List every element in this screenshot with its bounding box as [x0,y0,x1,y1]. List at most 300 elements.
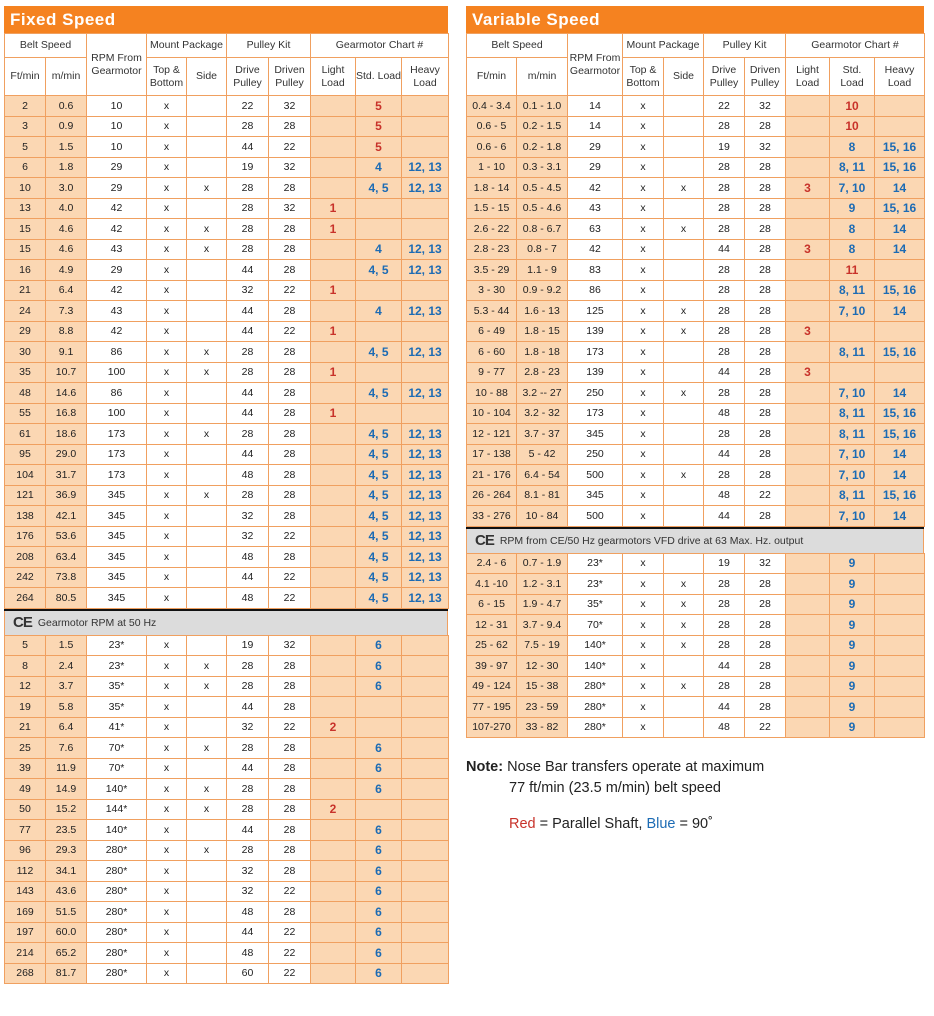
variable-heavy-load-cell: 14 [875,239,925,260]
fixed-rpm-cell: 173 [87,444,147,465]
fixed-ce-ftmin-cell: 268 [5,963,46,984]
fixed-ftmin-cell: 242 [5,567,46,588]
variable-side-cell: x [664,178,704,199]
variable-top-bottom-cell: x [623,485,664,506]
fixed-ce-top-bottom-cell: x [147,820,187,841]
variable-heavy-load-cell: 15, 16 [875,137,925,158]
variable-side-cell [664,198,704,219]
fixed-ce-top-bottom-cell: x [147,943,187,964]
variable-heavy-load-cell: 14 [875,301,925,322]
fixed-drive-pulley-cell: 44 [227,567,269,588]
fixed-ftmin-cell: 15 [5,219,46,240]
variable-ce-side-cell: x [664,676,704,697]
variable-ftmin-cell: 1.8 - 14 [467,178,517,199]
fixed-light-load-cell: 1 [311,403,356,424]
fixed-ce-driven-pulley-cell: 28 [269,697,311,718]
variable-table-row [467,157,925,178]
variable-side-cell [664,424,704,445]
fixed-driven-pulley-cell: 28 [269,342,311,363]
fixed-top-bottom-cell: x [147,239,187,260]
fixed-driven-pulley-cell: 28 [269,178,311,199]
fixed-driven-pulley-cell: 28 [269,260,311,281]
variable-light-load-cell [786,219,830,240]
variable-top-bottom-cell: x [623,465,664,486]
fixed-ce-std-load-cell [356,697,402,718]
fixed-heavy-load-cell [402,321,449,342]
fixed-ce-ftmin-cell: 21 [5,717,46,738]
variable-drive-pulley-cell: 28 [704,219,745,240]
fixed-driven-pulley-cell: 28 [269,403,311,424]
variable-ftmin-cell: 5.3 - 44 [467,301,517,322]
fixed-ce-ftmin-cell: 112 [5,861,46,882]
fixed-light-load-cell [311,96,356,117]
variable-ce-table [466,553,925,739]
fixed-table-row [5,465,449,486]
fixed-side-cell: x [187,424,227,445]
fixed-mmin-cell: 10.7 [46,362,87,383]
variable-top-bottom-cell: x [623,321,664,342]
fixed-rpm-cell: 173 [87,465,147,486]
variable-ce-ftmin-cell: 4.1 -10 [467,574,517,595]
fixed-rpm-cell: 10 [87,137,147,158]
fixed-ce-light-load-cell [311,697,356,718]
fixed-ce-std-load-cell: 6 [356,779,402,800]
variable-top-bottom-cell: x [623,157,664,178]
fixed-ce-heavy-load-cell [402,676,449,697]
fixed-drive-pulley-cell: 28 [227,362,269,383]
variable-ftmin-cell: 12 - 121 [467,424,517,445]
fixed-rpm-cell: 29 [87,178,147,199]
variable-ce-heavy-load-cell [875,676,925,697]
variable-std-load-cell: 7, 10 [830,506,875,527]
variable-light-load-cell [786,260,830,281]
fixed-driven-pulley-cell: 22 [269,588,311,609]
fixed-ce-std-load-cell: 6 [356,758,402,779]
fixed-ce-ftmin-cell: 5 [5,635,46,656]
fixed-rpm-cell: 345 [87,588,147,609]
variable-rpm-cell: 29 [568,157,623,178]
fixed-top-bottom-cell: x [147,96,187,117]
fixed-table-row [5,137,449,158]
fixed-ce-side-cell [187,697,227,718]
variable-ce-drive-pulley-cell: 19 [704,553,745,574]
fixed-mmin-cell: 7.3 [46,301,87,322]
fixed-ftmin-cell: 104 [5,465,46,486]
fixed-ce-std-load-cell: 6 [356,656,402,677]
fixed-std-load-cell: 4 [356,239,402,260]
variable-ce-drive-pulley-cell: 28 [704,635,745,656]
fixed-side-cell [187,567,227,588]
fixed-rpm-cell: 42 [87,219,147,240]
variable-table-row [467,342,925,363]
fixed-ce-side-cell [187,963,227,984]
variable-rpm-cell: 63 [568,219,623,240]
fixed-ce-top-bottom-cell: x [147,717,187,738]
fixed-driven-pulley-cell: 28 [269,465,311,486]
fixed-ftmin-cell: 2 [5,96,46,117]
fixed-ce-drive-pulley-cell: 28 [227,799,269,820]
fixed-ftmin-cell: 13 [5,198,46,219]
fixed-mmin-cell: 4.9 [46,260,87,281]
fixed-rpm-cell: 42 [87,198,147,219]
variable-ce-heavy-load-cell [875,697,925,718]
variable-ce-table-row [467,676,925,697]
variable-top-bottom-cell: x [623,219,664,240]
variable-side-cell [664,96,704,117]
fixed-ftmin-cell: 138 [5,506,46,527]
fixed-ce-drive-pulley-cell: 32 [227,861,269,882]
fixed-rpm-cell: 10 [87,96,147,117]
variable-mmin-cell: 0.2 - 1.8 [517,137,568,158]
fixed-ce-light-load-cell [311,963,356,984]
variable-table-row [467,198,925,219]
variable-light-load-cell [786,383,830,404]
fixed-ce-table-row [5,738,449,759]
fixed-ce-table-row [5,963,449,984]
variable-ce-rpm-cell: 23* [568,574,623,595]
fixed-mmin-cell: 1.5 [46,137,87,158]
variable-ftmin-cell: 2.6 - 22 [467,219,517,240]
fixed-std-load-cell: 4, 5 [356,588,402,609]
fixed-driven-pulley-cell: 28 [269,362,311,383]
fixed-ce-driven-pulley-cell: 22 [269,963,311,984]
note-label: Note: [466,759,504,775]
variable-heavy-load-cell: 15, 16 [875,485,925,506]
fixed-ce-heavy-load-cell [402,635,449,656]
variable-ce-ftmin-cell: 2.4 - 6 [467,553,517,574]
fixed-mmin-cell: 4.0 [46,198,87,219]
fixed-heavy-load-cell: 12, 13 [402,506,449,527]
fixed-ftmin-cell: 121 [5,485,46,506]
fixed-ce-table-row [5,717,449,738]
variable-std-load-cell: 8 [830,137,875,158]
variable-rpm-cell: 42 [568,178,623,199]
fixed-ce-heavy-load-cell [402,840,449,861]
fixed-ce-driven-pulley-cell: 28 [269,861,311,882]
variable-driven-pulley-cell: 28 [745,444,786,465]
fixed-ce-drive-pulley-cell: 28 [227,656,269,677]
variable-light-header: Light Load [786,58,830,96]
variable-mmin-cell: 3.2 - 32 [517,403,568,424]
fixed-ce-mmin-cell: 60.0 [46,922,87,943]
fixed-heavy-load-cell [402,137,449,158]
fixed-mmin-cell: 63.4 [46,547,87,568]
fixed-ce-top-bottom-cell: x [147,635,187,656]
fixed-ftmin-cell: 3 [5,116,46,137]
variable-heavy-load-cell: 15, 16 [875,424,925,445]
variable-driven-pulley-cell: 28 [745,178,786,199]
variable-ce-driven-pulley-cell: 28 [745,697,786,718]
fixed-side-cell [187,526,227,547]
fixed-ce-mmin-cell: 29.3 [46,840,87,861]
fixed-ce-side-cell [187,861,227,882]
variable-ftmin-cell: 0.6 - 6 [467,137,517,158]
variable-top-bottom-cell: x [623,506,664,527]
variable-ftmin-cell: 0.4 - 3.4 [467,96,517,117]
fixed-mmin-cell: 3.0 [46,178,87,199]
variable-light-load-cell [786,485,830,506]
variable-drive-header: Drive Pulley [704,58,745,96]
variable-light-load-cell: 3 [786,178,830,199]
fixed-ce-side-cell [187,635,227,656]
variable-heavy-load-cell: 15, 16 [875,403,925,424]
variable-mmin-cell: 1.6 - 13 [517,301,568,322]
fixed-ce-rpm-cell: 280* [87,902,147,923]
fixed-side-cell [187,280,227,301]
variable-heavy-load-cell: 15, 16 [875,157,925,178]
fixed-ce-light-load-cell [311,922,356,943]
variable-ftmin-cell: 2.8 - 23 [467,239,517,260]
fixed-std-load-cell: 4, 5 [356,465,402,486]
variable-side-cell: x [664,465,704,486]
variable-table-row [467,260,925,281]
variable-ftmin-cell: 26 - 264 [467,485,517,506]
fixed-ce-std-load-cell: 6 [356,963,402,984]
fixed-drive-pulley-cell: 28 [227,198,269,219]
fixed-std-load-cell: 4, 5 [356,260,402,281]
fixed-ce-top-bottom-cell: x [147,799,187,820]
variable-top-bottom-cell: x [623,444,664,465]
fixed-ce-side-cell [187,758,227,779]
fixed-ce-ftmin-cell: 96 [5,840,46,861]
fixed-ce-mmin-cell: 51.5 [46,902,87,923]
fixed-chart-header: Gearmotor Chart # [311,34,449,58]
variable-heavy-load-cell: 14 [875,465,925,486]
fixed-ftmin-cell: 6 [5,157,46,178]
fixed-ce-mmin-cell: 43.6 [46,881,87,902]
fixed-rpm-cell: 86 [87,383,147,404]
fixed-light-load-cell [311,157,356,178]
fixed-ce-driven-pulley-cell: 32 [269,635,311,656]
fixed-rpm-cell: 173 [87,424,147,445]
variable-ce-top-bottom-cell: x [623,676,664,697]
variable-drive-pulley-cell: 28 [704,198,745,219]
variable-light-load-cell [786,506,830,527]
fixed-ce-light-load-cell: 2 [311,717,356,738]
fixed-light-load-cell [311,137,356,158]
variable-std-load-cell: 8, 11 [830,280,875,301]
fixed-table-row [5,567,449,588]
variable-rpm-cell: 125 [568,301,623,322]
variable-top-bottom-cell: x [623,116,664,137]
fixed-top-bottom-cell: x [147,301,187,322]
fixed-ce-side-cell [187,820,227,841]
fixed-ce-side-cell [187,881,227,902]
variable-heavy-load-cell: 14 [875,219,925,240]
fixed-std-load-cell: 4, 5 [356,342,402,363]
fixed-ce-mmin-cell: 3.7 [46,676,87,697]
fixed-ce-light-load-cell [311,779,356,800]
fixed-rpm-cell: 100 [87,403,147,424]
variable-driven-pulley-cell: 28 [745,403,786,424]
fixed-std-load-cell: 5 [356,116,402,137]
fixed-light-load-cell [311,588,356,609]
fixed-rpm-cell: 345 [87,526,147,547]
variable-chart-header: Gearmotor Chart # [786,34,925,58]
fixed-side-cell [187,260,227,281]
variable-ce-side-cell: x [664,594,704,615]
variable-ce-std-load-cell: 9 [830,574,875,595]
variable-mmin-cell: 0.5 - 4.5 [517,178,568,199]
fixed-std-load-cell: 4, 5 [356,506,402,527]
fixed-heavy-load-cell: 12, 13 [402,444,449,465]
fixed-ce-driven-pulley-cell: 28 [269,738,311,759]
variable-drive-pulley-cell: 28 [704,116,745,137]
fixed-ce-rpm-cell: 35* [87,676,147,697]
variable-light-load-cell [786,403,830,424]
variable-ftmin-cell: 21 - 176 [467,465,517,486]
variable-drive-pulley-cell: 28 [704,260,745,281]
fixed-rpm-cell: 86 [87,342,147,363]
fixed-ce-ftmin-cell: 8 [5,656,46,677]
fixed-ce-top-bottom-cell: x [147,697,187,718]
variable-ce-ftmin-cell: 25 - 62 [467,635,517,656]
fixed-table-row [5,96,449,117]
fixed-drive-pulley-cell: 28 [227,424,269,445]
variable-drive-pulley-cell: 48 [704,485,745,506]
variable-side-cell [664,403,704,424]
variable-light-load-cell [786,198,830,219]
fixed-drive-pulley-cell: 48 [227,588,269,609]
variable-std-load-cell: 8, 11 [830,403,875,424]
variable-table-row [467,485,925,506]
variable-table-row [467,137,925,158]
variable-side-cell [664,157,704,178]
variable-mmin-cell: 0.5 - 4.6 [517,198,568,219]
fixed-ce-ftmin-cell: 25 [5,738,46,759]
fixed-driven-pulley-cell: 28 [269,219,311,240]
variable-ftmin-cell: 1.5 - 15 [467,198,517,219]
fixed-side-cell: x [187,485,227,506]
fixed-rpm-cell: 29 [87,157,147,178]
variable-driven-pulley-cell: 28 [745,301,786,322]
variable-heavy-load-cell: 14 [875,444,925,465]
variable-rpm-cell: 173 [568,403,623,424]
ce-mark-icon: CE [13,613,32,631]
fixed-ce-std-load-cell: 6 [356,676,402,697]
variable-heavy-load-cell: 15, 16 [875,280,925,301]
fixed-table-row [5,547,449,568]
fixed-ce-ftmin-cell: 214 [5,943,46,964]
fixed-top-bottom-cell: x [147,588,187,609]
fixed-std-load-cell: 4, 5 [356,567,402,588]
fixed-drive-pulley-cell: 19 [227,157,269,178]
fixed-ftmin-cell: 176 [5,526,46,547]
variable-ce-driven-pulley-cell: 32 [745,553,786,574]
variable-table-row [467,301,925,322]
fixed-heavy-load-cell: 12, 13 [402,547,449,568]
variable-ce-std-load-cell: 9 [830,697,875,718]
variable-heavy-load-cell: 15, 16 [875,198,925,219]
fixed-driven-pulley-cell: 32 [269,96,311,117]
variable-driven-pulley-cell: 32 [745,137,786,158]
fixed-side-cell: x [187,178,227,199]
fixed-heavy-load-cell [402,96,449,117]
variable-side-cell [664,506,704,527]
fixed-mmin-cell: 4.6 [46,219,87,240]
variable-ce-rpm-cell: 35* [568,594,623,615]
variable-top-bottom-cell: x [623,178,664,199]
variable-driven-pulley-cell: 28 [745,506,786,527]
fixed-std-load-cell: 4, 5 [356,424,402,445]
variable-mmin-cell: 8.1 - 81 [517,485,568,506]
variable-ce-std-load-cell: 9 [830,594,875,615]
fixed-table-row [5,403,449,424]
variable-driven-pulley-cell: 28 [745,260,786,281]
fixed-ce-heavy-load-cell [402,717,449,738]
variable-std-load-cell: 7, 10 [830,444,875,465]
variable-top-bottom-cell: x [623,137,664,158]
fixed-ce-driven-pulley-cell: 22 [269,943,311,964]
variable-ce-rpm-cell: 280* [568,717,623,738]
fixed-side-cell: x [187,219,227,240]
variable-ce-drive-pulley-cell: 44 [704,697,745,718]
fixed-table-row [5,280,449,301]
fixed-ce-ftmin-cell: 50 [5,799,46,820]
fixed-heavy-header: Heavy Load [402,58,449,96]
variable-mmin-cell: 1.1 - 9 [517,260,568,281]
variable-ce-heavy-load-cell [875,656,925,677]
fixed-ce-light-load-cell: 2 [311,799,356,820]
variable-driven-pulley-cell: 28 [745,362,786,383]
fixed-ce-light-load-cell [311,840,356,861]
variable-heavy-load-cell: 15, 16 [875,342,925,363]
variable-light-load-cell [786,96,830,117]
variable-table-row [467,219,925,240]
fixed-light-load-cell [311,178,356,199]
fixed-ce-band [4,611,448,635]
fixed-light-load-cell [311,485,356,506]
variable-std-load-cell [830,321,875,342]
variable-std-load-cell: 10 [830,116,875,137]
variable-ftmin-header: Ft/min [467,58,517,96]
fixed-std-load-cell [356,280,402,301]
variable-top-bottom-cell: x [623,198,664,219]
variable-heavy-load-cell [875,260,925,281]
variable-ce-mmin-cell: 1.9 - 4.7 [517,594,568,615]
fixed-side-cell [187,588,227,609]
fixed-ce-drive-pulley-cell: 32 [227,717,269,738]
fixed-light-load-cell: 1 [311,362,356,383]
variable-ce-drive-pulley-cell: 28 [704,615,745,636]
fixed-driven-pulley-cell: 32 [269,198,311,219]
variable-table-row [467,506,925,527]
fixed-ce-mmin-cell: 2.4 [46,656,87,677]
fixed-std-load-cell: 4, 5 [356,485,402,506]
fixed-light-load-cell [311,116,356,137]
fixed-ce-top-bottom-cell: x [147,676,187,697]
variable-pulley-header: Pulley Kit [704,34,786,58]
variable-light-load-cell [786,301,830,322]
variable-table-row [467,383,925,404]
variable-drive-pulley-cell: 44 [704,362,745,383]
variable-drive-pulley-cell: 48 [704,403,745,424]
fixed-light-header: Light Load [311,58,356,96]
fixed-table-row [5,362,449,383]
fixed-rpm-header: RPM From Gearmotor [87,34,147,96]
fixed-light-load-cell [311,526,356,547]
fixed-ce-rpm-cell: 41* [87,717,147,738]
fixed-rpm-cell: 42 [87,321,147,342]
fixed-ce-light-load-cell [311,758,356,779]
fixed-side-cell [187,301,227,322]
fixed-table-row [5,301,449,322]
fixed-mmin-cell: 80.5 [46,588,87,609]
fixed-ce-drive-pulley-cell: 44 [227,922,269,943]
fixed-ce-std-load-cell: 6 [356,820,402,841]
variable-ce-heavy-load-cell [875,615,925,636]
variable-side-cell [664,280,704,301]
